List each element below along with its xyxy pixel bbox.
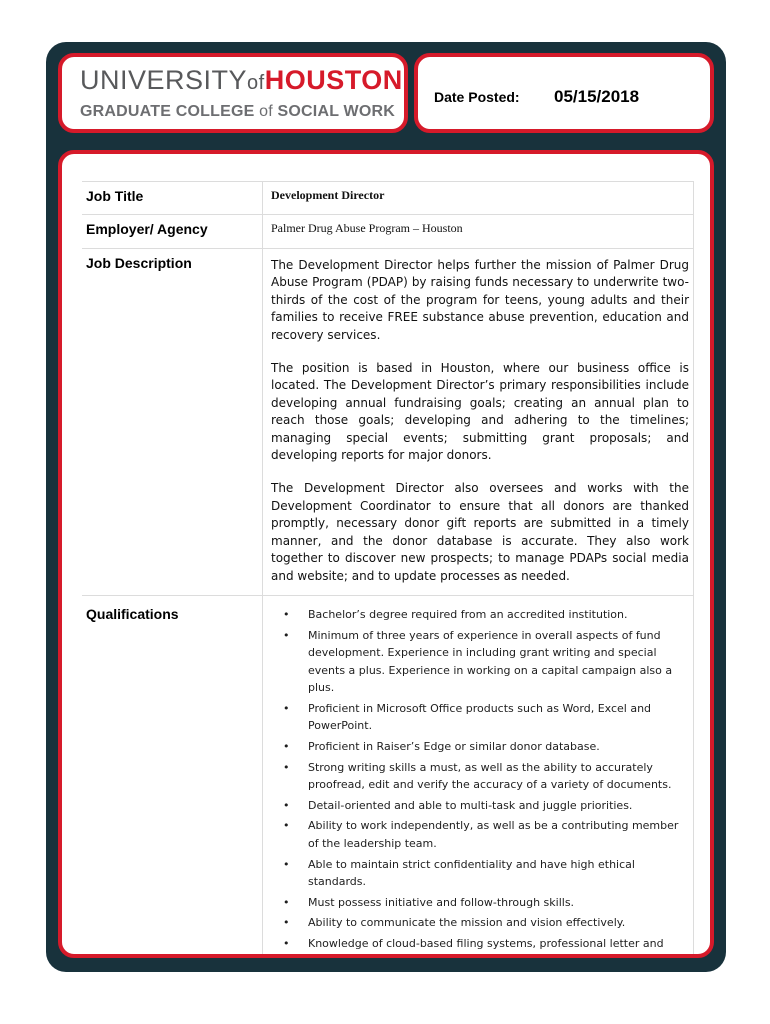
description-paragraph: The Development Director helps further the mission of Palmer Drug Abuse Program (PDAP) by raising funds necessary to underwrite two-thirds of the cost of the program for teens, young adults and their families to receive FREE substance abuse prevention, education and recovery services. — [271, 258, 689, 342]
qualifications-row — [82, 596, 694, 958]
list-item: • Must possess initiative and follow-through skills. — [263, 894, 689, 912]
bullet-icon: • — [283, 740, 290, 754]
list-item: • Able to maintain strict confidentiality and have high ethical standards. — [283, 857, 635, 889]
bullet-icon: • — [283, 628, 290, 642]
bullet-icon: • — [283, 701, 290, 715]
bullet-icon: • — [283, 916, 290, 930]
bullet-icon: • — [283, 895, 290, 909]
date-posted-label: Date Posted: — [434, 89, 520, 105]
list-item: • Ability to communicate the mission and vision effectively. — [263, 914, 689, 932]
list-item: • Proficient in Microsoft Office products such as Word, Excel and PowerPoint. — [283, 701, 652, 733]
description-paragraph: The position is based in Houston, where our business office is located. The Development Director’s primary responsibilities include developing annual fundraising goals; creating an annual plan to reach those goals; developing and adhering to the timelines; managing special events; submitting grant proposals; and developing reports for major donors. — [271, 361, 689, 463]
bullet-icon: • — [283, 857, 290, 871]
list-item: • Ability to work independently, as well as be a contributing member of the leadership team. — [283, 819, 679, 851]
qualifications-label: Qualifications — [86, 605, 179, 622]
bullet-icon: • — [283, 937, 290, 950]
job-description-row — [82, 249, 694, 596]
date-posted-box — [414, 53, 714, 133]
job-details-panel — [58, 150, 714, 958]
job-description-body — [262, 249, 694, 595]
bullet-icon: • — [283, 798, 290, 812]
bullet-icon: • — [283, 760, 290, 774]
logo-college-name: GRADUATE COLLEGE of SOCIAL WORK — [80, 103, 395, 120]
university-logo — [58, 53, 408, 133]
job-title-row — [82, 181, 694, 215]
bullet-icon: • — [283, 607, 290, 621]
list-item: • Strong writing skills a must, as well as the ability to accurately proofread, edit and verify the accuracy of a variety of documents. — [283, 760, 672, 792]
description-paragraph: The Development Director also oversees and works with the Development Coordinator to ensure that all donors are thanked promptly, necessary donor gift reports are submitted in a timely manner, and the donor database is accurate. They also work together to discover new prospects; to manage PDAPs social media and website; and to update processes as needed. — [271, 481, 689, 583]
employer-value: Palmer Drug Abuse Program – Houston — [262, 215, 694, 248]
bullet-icon: • — [283, 819, 290, 833]
list-item: • Proficient in Raiser’s Edge or similar donor database. — [263, 738, 689, 756]
list-item: • Bachelor’s degree required from an accredited institution. — [263, 606, 689, 624]
job-details-table — [82, 181, 694, 958]
list-item: • Knowledge of cloud-based filing systems, professional letter and — [263, 935, 689, 953]
job-title-label: Job Title — [86, 188, 144, 204]
list-item: • Detail-oriented and able to multi-task and juggle priorities. — [263, 797, 689, 815]
list-item: • Minimum of three years of experience in overall aspects of fund development. Experience in including grant writing and special events a plus. Experience in working on a capital campaign also a plus. — [283, 628, 673, 695]
date-posted-value: 05/15/2018 — [554, 87, 640, 106]
job-title-value: Development Director — [262, 182, 694, 214]
employer-label: Employer/ Agency — [86, 221, 208, 237]
qualifications-body — [262, 596, 694, 958]
logo-university-name: UNIVERSITYofHOUSTON — [80, 65, 403, 95]
job-description-label: Job Description — [86, 255, 192, 271]
qualifications-list — [263, 606, 689, 953]
employer-row — [82, 215, 694, 249]
